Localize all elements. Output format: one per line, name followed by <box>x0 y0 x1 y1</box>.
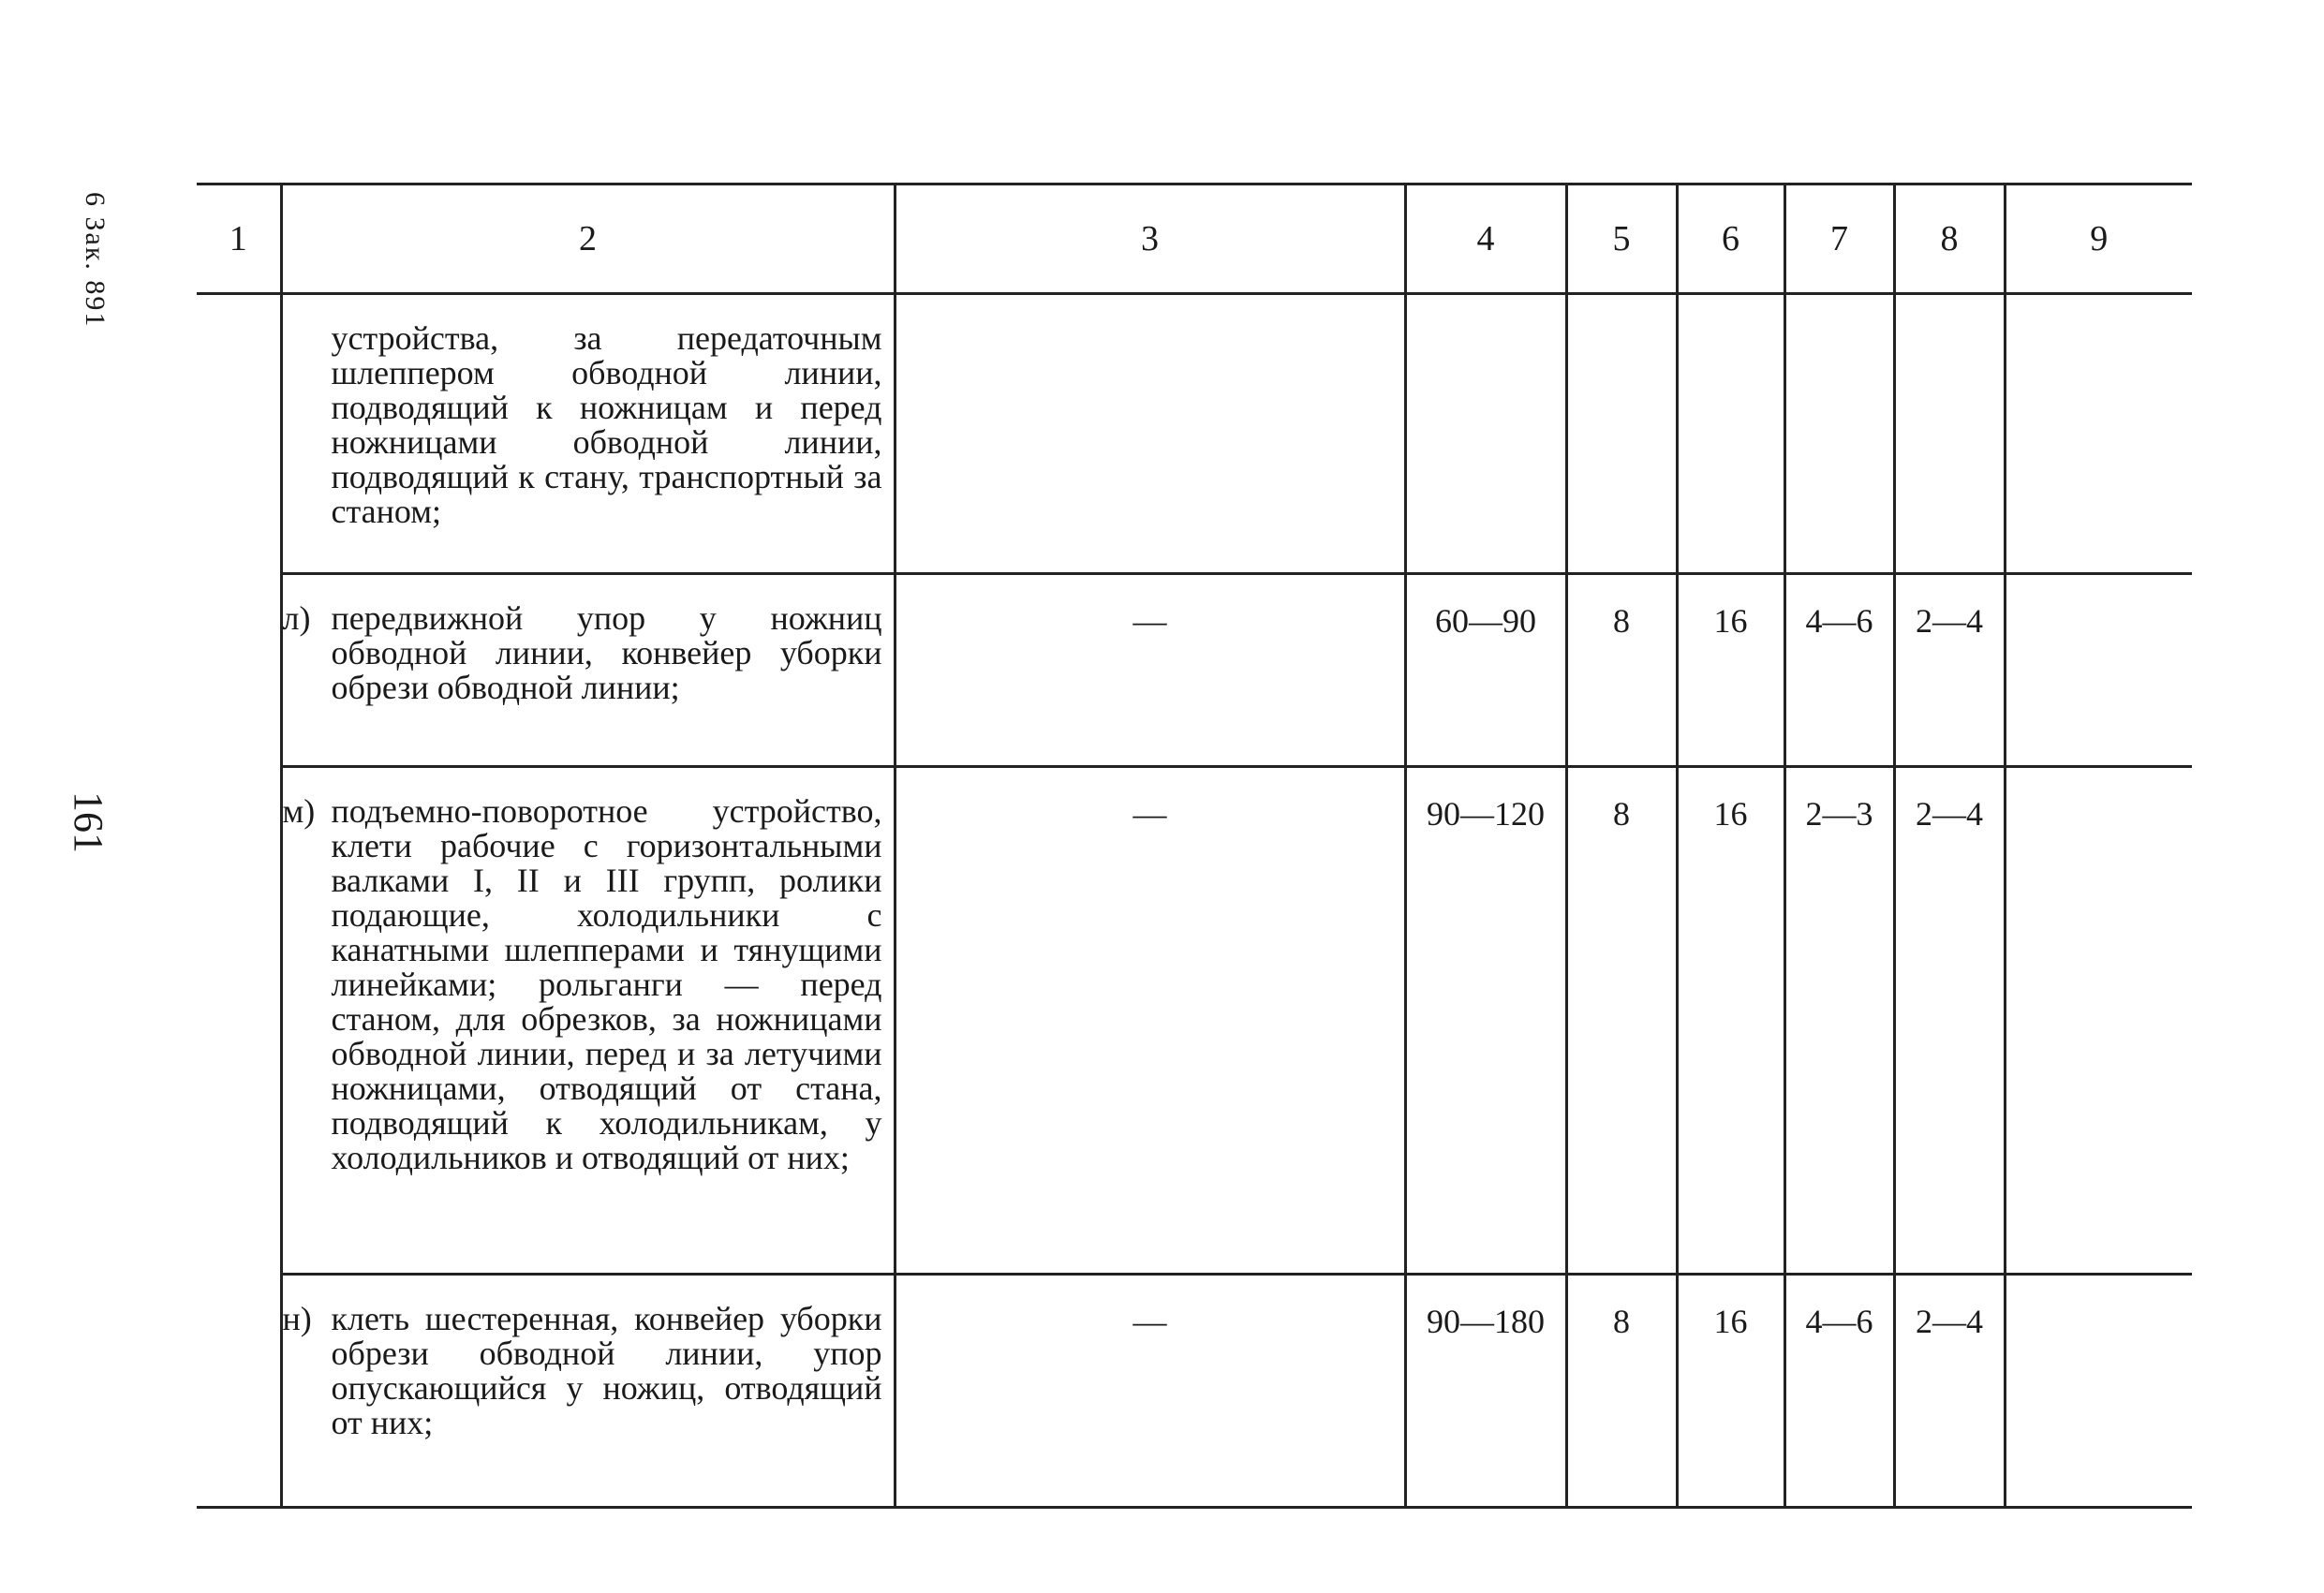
cell-description <box>281 1275 895 1508</box>
cell-col-4: 60—90 <box>1405 574 1566 767</box>
column-header-5: 5 <box>1566 184 1677 294</box>
row-letter: н) <box>282 1300 312 1337</box>
margin-note: 6 Зак. 891 <box>80 192 111 329</box>
cell-col-4: 90—180 <box>1405 1275 1566 1508</box>
cell-description <box>281 574 895 767</box>
cell-description <box>281 294 895 574</box>
column-header-6: 6 <box>1677 184 1784 294</box>
table-row <box>197 294 2192 574</box>
table-row <box>197 1275 2192 1508</box>
column-header-8: 8 <box>1894 184 2005 294</box>
cell-col-7: 4—6 <box>1784 574 1894 767</box>
cell-col-6: 16 <box>1677 1275 1784 1508</box>
specification-table <box>197 183 2192 1509</box>
column-header-3: 3 <box>895 184 1405 294</box>
cell-col-6: 16 <box>1677 574 1784 767</box>
cell-col-5: 8 <box>1566 1275 1677 1508</box>
column-header-4: 4 <box>1405 184 1566 294</box>
cell-col-1 <box>197 767 281 1275</box>
cell-description <box>281 767 895 1275</box>
cell-col-1 <box>197 294 281 574</box>
cell-col-1 <box>197 1275 281 1508</box>
cell-col-7: 2—3 <box>1784 767 1894 1275</box>
row-letter: м) <box>282 792 316 830</box>
cell-col-5: 8 <box>1566 767 1677 1275</box>
column-header-7: 7 <box>1784 184 1894 294</box>
cell-col-8: 2—4 <box>1894 767 2005 1275</box>
page-number: 161 <box>66 791 111 853</box>
table-row <box>197 574 2192 767</box>
row-description: подъемно-поворотное устройство, клети рабочие с горизонтальными валками I, II и III групп, ролики подающие, холодильники с канатными шлепперами и тянущими линейками; рольганги — перед станом, для обрезков, за ножницами обводной линии, перед и за летучими ножницами, отводящий от стана, подводящий к холодильникам, у холодильников и отводящий от них; <box>331 792 882 1176</box>
cell-col-8: 2—4 <box>1894 1275 2005 1508</box>
cell-col-3: — <box>895 1275 1405 1508</box>
row-description: клеть шестеренная, конвейер уборки обрези обводной линии, упор опускающийся у ножиц, отводящий от них; <box>331 1300 882 1441</box>
cell-col-1 <box>197 574 281 767</box>
cell-col-8 <box>1894 294 2005 574</box>
column-header-1: 1 <box>197 184 281 294</box>
cell-col-8: 2—4 <box>1894 574 2005 767</box>
cell-col-4 <box>1405 294 1566 574</box>
cell-col-9 <box>2005 574 2192 767</box>
cell-col-3 <box>895 294 1405 574</box>
cell-col-5: 8 <box>1566 574 1677 767</box>
cell-col-9 <box>2005 294 2192 574</box>
column-header-2: 2 <box>281 184 895 294</box>
cell-col-6 <box>1677 294 1784 574</box>
cell-col-9 <box>2005 1275 2192 1508</box>
row-description: передвижной упор у ножниц обводной линии, конвейер уборки обрези обводной линии; <box>331 599 882 706</box>
cell-col-4: 90—120 <box>1405 767 1566 1275</box>
cell-col-7 <box>1784 294 1894 574</box>
cell-col-6: 16 <box>1677 767 1784 1275</box>
cell-col-3: — <box>895 574 1405 767</box>
cell-col-7: 4—6 <box>1784 1275 1894 1508</box>
column-header-9: 9 <box>2005 184 2192 294</box>
cell-col-3: — <box>895 767 1405 1275</box>
row-letter: л) <box>282 599 311 637</box>
table-row <box>197 767 2192 1275</box>
header-row <box>197 184 2192 294</box>
cell-col-9 <box>2005 767 2192 1275</box>
cell-col-5 <box>1566 294 1677 574</box>
row-description: устройства, за передаточным шлеппером обводной линии, подводящий к ножницам и перед ножницами обводной линии, подводящий к стану, транспортный за станом; <box>331 319 882 530</box>
